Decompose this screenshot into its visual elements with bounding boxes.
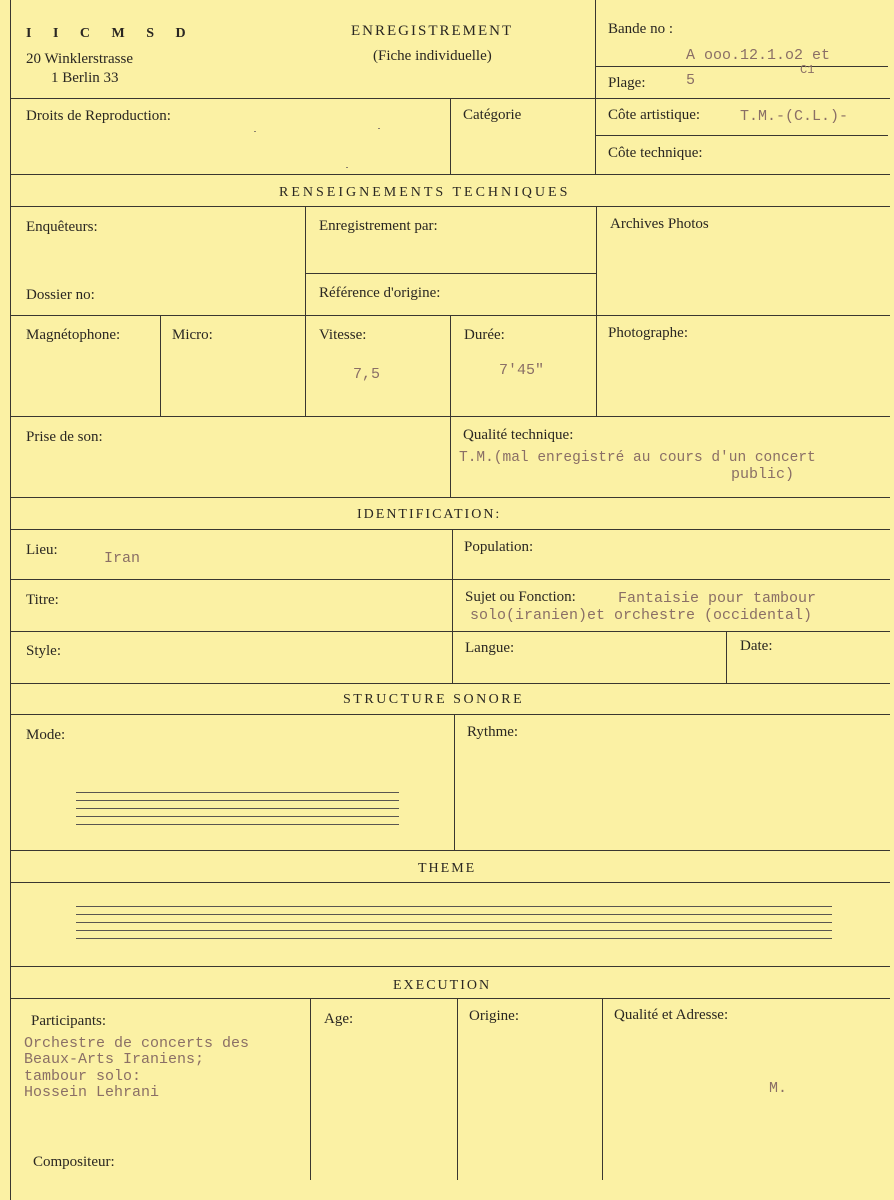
- divider: [10, 0, 11, 1200]
- divider: [10, 416, 890, 417]
- paper-speck: [378, 128, 380, 129]
- divider: [595, 135, 888, 136]
- divider: [10, 882, 890, 883]
- bande-value: A ooo.12.1.o2 et: [686, 47, 831, 64]
- participants-label: Participants:: [31, 1013, 106, 1029]
- divider: [596, 206, 597, 416]
- categorie-label: Catégorie: [463, 107, 522, 123]
- cote-technique-label: Côte technique:: [608, 145, 703, 161]
- participants-line: Beaux-Arts Iraniens;: [24, 1051, 205, 1068]
- style-label: Style:: [26, 643, 62, 659]
- section-title-technical: RENSEIGNEMENTS TECHNIQUES: [279, 185, 571, 200]
- institute-logo: I I C M S D: [26, 26, 195, 41]
- archives-photos-label: Archives Photos: [610, 216, 709, 232]
- origine-label: Origine:: [469, 1008, 519, 1024]
- droits-label: Droits de Reproduction:: [26, 108, 171, 124]
- divider: [10, 998, 890, 999]
- divider: [10, 850, 890, 851]
- sujet-value-1: Fantaisie pour tambour: [618, 590, 817, 607]
- age-label: Age:: [324, 1011, 354, 1027]
- titre-label: Titre:: [26, 592, 59, 608]
- divider: [602, 998, 603, 1180]
- vitesse-label: Vitesse:: [319, 327, 367, 343]
- magnetophone-label: Magnétophone:: [26, 327, 121, 343]
- address-line-1: 20 Winklerstrasse: [26, 51, 134, 67]
- divider: [10, 206, 890, 207]
- form-title: ENREGISTREMENT: [351, 23, 514, 39]
- divider: [305, 206, 306, 416]
- vitesse-value: 7,5: [353, 366, 381, 383]
- divider: [595, 0, 596, 174]
- divider: [450, 98, 451, 174]
- lieu-label: Lieu:: [26, 542, 58, 558]
- photographe-label: Photographe:: [608, 325, 688, 341]
- paper-speck: [254, 131, 256, 132]
- divider: [726, 631, 727, 683]
- form-subtitle: (Fiche individuelle): [373, 48, 492, 64]
- divider: [310, 998, 311, 1180]
- plage-label: Plage:: [608, 75, 646, 91]
- divider: [10, 529, 890, 530]
- dossier-label: Dossier no:: [26, 287, 95, 303]
- participants-line: Hossein Lehrani: [24, 1084, 160, 1101]
- divider: [454, 714, 455, 850]
- paper-speck: [346, 167, 348, 168]
- bande-label: Bande no :: [608, 21, 673, 37]
- qualite-technique-value-1: T.M.(mal enregistré au cours d'un concert: [459, 450, 816, 466]
- mode-label: Mode:: [26, 727, 66, 743]
- participants-line: tambour solo:: [24, 1068, 142, 1085]
- divider: [10, 966, 890, 967]
- section-title-identification: IDENTIFICATION:: [357, 507, 502, 522]
- qualite-technique-label: Qualité technique:: [463, 427, 574, 443]
- divider: [10, 579, 890, 580]
- divider: [10, 174, 890, 175]
- divider: [10, 631, 890, 632]
- reference-label: Référence d'origine:: [319, 285, 441, 301]
- bande-value-2: C1: [800, 63, 815, 77]
- enregistrement-par-label: Enregistrement par:: [319, 218, 438, 234]
- section-title-structure: STRUCTURE SONORE: [343, 692, 525, 707]
- divider: [10, 683, 890, 684]
- prise-de-son-label: Prise de son:: [26, 429, 103, 445]
- lieu-value: Iran: [104, 550, 141, 567]
- compositeur-label: Compositeur:: [33, 1154, 115, 1170]
- section-title-execution: EXECUTION: [393, 978, 492, 993]
- date-label: Date:: [740, 638, 773, 654]
- section-title-theme: THEME: [418, 861, 477, 876]
- address-line-2: 1 Berlin 33: [51, 70, 119, 86]
- duree-value: 7'45": [499, 362, 545, 379]
- sujet-label: Sujet ou Fonction:: [465, 589, 576, 605]
- divider: [452, 529, 453, 683]
- divider: [305, 273, 596, 274]
- divider: [160, 315, 161, 416]
- plage-value: 5: [686, 72, 696, 89]
- population-label: Population:: [464, 539, 534, 555]
- qualite-technique-value-2: public): [731, 466, 795, 483]
- divider: [595, 66, 888, 67]
- divider: [457, 998, 458, 1180]
- duree-label: Durée:: [464, 327, 505, 343]
- rythme-label: Rythme:: [467, 724, 519, 740]
- participants-line: Orchestre de concerts des: [24, 1035, 250, 1052]
- enqueteurs-label: Enquêteurs:: [26, 219, 98, 235]
- qualite-adresse-label: Qualité et Adresse:: [614, 1007, 729, 1023]
- divider: [450, 315, 451, 497]
- qualite-adresse-value: M.: [769, 1080, 788, 1097]
- sujet-value-2: solo(iranien)et orchestre (occidental): [470, 607, 813, 624]
- divider: [10, 497, 890, 498]
- cote-artistique-label: Côte artistique:: [608, 107, 701, 123]
- micro-label: Micro:: [172, 327, 213, 343]
- cote-artistique-value: T.M.-(C.L.)-: [740, 108, 849, 125]
- langue-label: Langue:: [465, 640, 515, 656]
- divider: [10, 714, 890, 715]
